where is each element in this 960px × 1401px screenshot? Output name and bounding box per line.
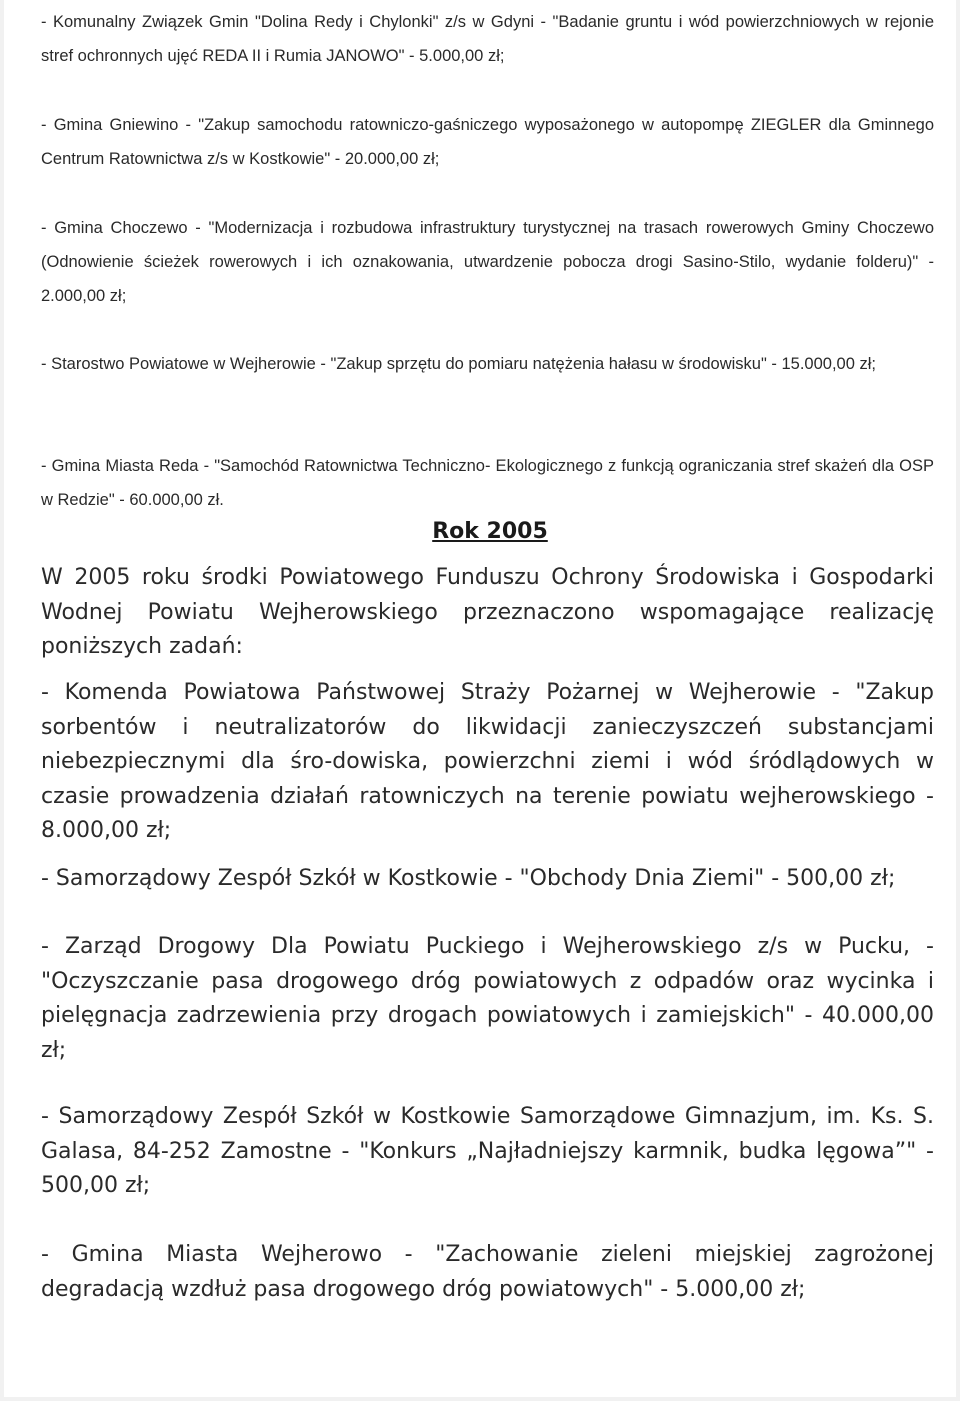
entry-zespol-szkol-konkurs-karmnik: - Samorządowy Zespół Szkół w Kostkowie Samorządowe Gimnazjum, im. Ks. S. Galasa, 84-252 Zamostne - "Konkurs „Najładniejszy karmnik, budka lęgowa”" - 500,00 zł;: [41, 1104, 934, 1198]
entry-starostwo-powiatowe: - Starostwo Powiatowe w Wejherowie - "Zakup sprzętu do pomiaru natężenia hałasu w środowisku" - 15.000,00 zł;: [41, 355, 876, 373]
section-heading-rok-2005: Rok 2005: [432, 519, 548, 544]
entry-gmina-gniewino: - Gmina Gniewino - "Zakup samochodu ratowniczo-gaśniczego wyposażonego w autopompę ZIEGLER dla Gminnego Centrum Ratownictwa z/s w Kostkowie" - 20.000,00 zł;: [41, 116, 934, 168]
entry-gmina-miasta-wejherowo: - Gmina Miasta Wejherowo - "Zachowanie zieleni miejskiej zagrożonej degradacją wzdłuż pasa drogowego dróg powiatowych" - 5.000,00 zł;: [41, 1242, 934, 1302]
entry-zespol-szkol-dzien-ziemi: - Samorządowy Zespół Szkół w Kostkowie - "Obchody Dnia Ziemi" - 500,00 zł;: [41, 866, 896, 891]
entry-komenda-powiatowa-psp: - Komenda Powiatowa Państwowej Straży Pożarnej w Wejherowie - "Zakup sorbentów i neutralizatorów do likwidacji zanieczyszczeń substancjami niebezpiecznymi dla śro-dowiska, powierzchni ziemi i wód śródlądowych w czasie prowadzenia działań ratowniczych na terenie powiatu wejherowskiego - 8.000,00 zł;: [41, 680, 934, 843]
entry-zarzad-drogowy: - Zarząd Drogowy Dla Powiatu Puckiego i Wejherowskiego z/s w Pucku, - "Oczyszczanie pasa drogowego dróg powiatowych z odpadów oraz wycinka i pielęgnacja zadrzewienia przy drogach powiatowych i zamiejskich" - 40.000,00 zł;: [41, 934, 934, 1063]
entry-komunalny-zwiazek-gmin: - Komunalny Związek Gmin "Dolina Redy i Chylonki" z/s w Gdyni - "Badanie gruntu i wód powierzchniowych w rejonie stref ochronnych ujęć REDA II i Rumia JANOWO" - 5.000,00 zł;: [41, 13, 934, 65]
entry-gmina-miasta-reda: - Gmina Miasta Reda - "Samochód Ratownictwa Techniczno- Ekologicznego z funkcją ograniczania stref skażeń dla OSP w Redzie" - 60.000,00 zł.: [41, 457, 934, 509]
entry-gmina-choczewo: - Gmina Choczewo - "Modernizacja i rozbudowa infrastruktury turystycznej na trasach rowerowych Gminy Choczewo (Odnowienie ścieżek rowerowych i ich oznakowania, utwardzenie pobocza drogi Sasino-Stilo, wydanie folderu)" - 2.000,00 zł;: [41, 219, 934, 305]
section-2005-intro: W 2005 roku środki Powiatowego Funduszu Ochrony Środowiska i Gospodarki Wodnej Powiatu Wejherowskiego przeznaczono wspomagające realizację poniższych zadań:: [41, 565, 934, 659]
